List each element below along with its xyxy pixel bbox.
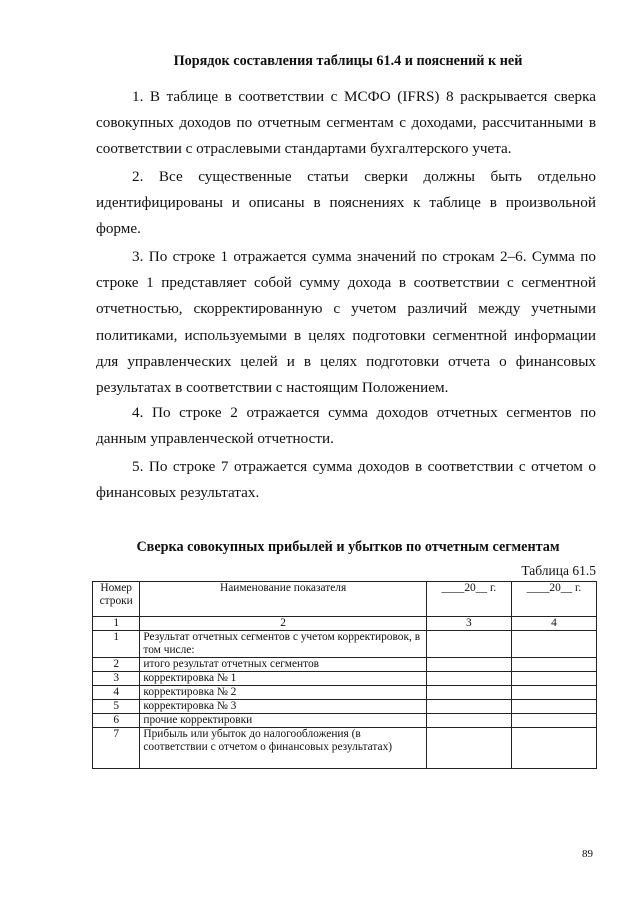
row-value-year-2 [511, 686, 596, 700]
row-number: 2 [93, 658, 140, 672]
row-number: 3 [93, 672, 140, 686]
row-indicator: прочие корректировки [140, 714, 426, 728]
row-value-year-1 [426, 658, 511, 672]
table-row [93, 658, 597, 672]
row-value-year-1 [426, 700, 511, 714]
reconciliation-table [92, 581, 597, 769]
row-value-year-2 [511, 728, 596, 769]
table-row [93, 672, 597, 686]
row-indicator: Прибыль или убыток до налогообложения (в соответствии с отчетом о финансовых результатах) [140, 728, 426, 769]
index-col-3: 3 [426, 617, 511, 631]
paragraph-4: 4. По строке 2 отражается сумма доходов отчетных сегментов по данным управленческой отчетности. [96, 404, 596, 448]
row-value-year-2 [511, 714, 596, 728]
row-number: 5 [93, 700, 140, 714]
row-value-year-1 [426, 728, 511, 769]
header-year-1: ____20__ г. [426, 582, 511, 617]
row-value-year-1 [426, 631, 511, 658]
row-indicator: корректировка № 1 [140, 672, 426, 686]
row-value-year-1 [426, 672, 511, 686]
table-row [93, 700, 597, 714]
row-indicator: итого результат отчетных сегментов [140, 658, 426, 672]
header-indicator: Наименование показателя [140, 582, 426, 617]
table-row [93, 631, 597, 658]
table-header-row [93, 582, 597, 617]
header-row-number: Номер строки [93, 582, 140, 617]
row-value-year-1 [426, 714, 511, 728]
row-value-year-2 [511, 631, 596, 658]
index-col-1: 1 [93, 617, 140, 631]
row-value-year-2 [511, 672, 596, 686]
section-title: Сверка совокупных прибылей и убытков по отчетным сегментам [136, 539, 560, 555]
paragraph-1: 1. В таблице в соответствии с МСФО (IFRS) 8 раскрывается сверка совокупных доходов по отчетным сегментам с доходами, рассчитанными в соответствии с отраслевыми стандартами бухгалтерского учета. [96, 88, 596, 158]
header-year-2: ____20__ г. [511, 582, 596, 617]
row-indicator: корректировка № 2 [140, 686, 426, 700]
page-title: Порядок составления таблицы 61.4 и пояснений к ней [173, 53, 523, 69]
row-indicator: Результат отчетных сегментов с учетом корректировок, в том числе: [140, 631, 426, 658]
paragraph-2: 2. Все существенные статьи сверки должны быть отдельно идентифицированы и описаны в пояснениях к таблице в произвольной форме. [96, 168, 596, 238]
table-index-row [93, 617, 597, 631]
row-number: 4 [93, 686, 140, 700]
row-number: 6 [93, 714, 140, 728]
row-number: 7 [93, 728, 140, 769]
table-row [93, 686, 597, 700]
table-row [93, 714, 597, 728]
index-col-4: 4 [511, 617, 596, 631]
row-value-year-1 [426, 686, 511, 700]
table-caption: Таблица 61.5 [521, 563, 596, 578]
row-value-year-2 [511, 700, 596, 714]
row-value-year-2 [511, 658, 596, 672]
row-number: 1 [93, 631, 140, 658]
row-indicator: корректировка № 3 [140, 700, 426, 714]
paragraph-5: 5. По строке 7 отражается сумма доходов в соответствии с отчетом о финансовых результатах. [96, 458, 596, 502]
paragraph-3: 3. По строке 1 отражается сумма значений по строкам 2–6. Сумма по строке 1 представляет собой сумму дохода в соответствии с сегментной отчетностью, скорректированную с учетом различий между учетными политиками, используемыми в целях подготовки сегментной информации для управленческих целей и в целях подготовки отчета о финансовых результатах в соответствии с настоящим Положением. [96, 248, 596, 397]
page-number: 89 [582, 848, 593, 860]
table-row [93, 728, 597, 769]
index-col-2: 2 [140, 617, 426, 631]
